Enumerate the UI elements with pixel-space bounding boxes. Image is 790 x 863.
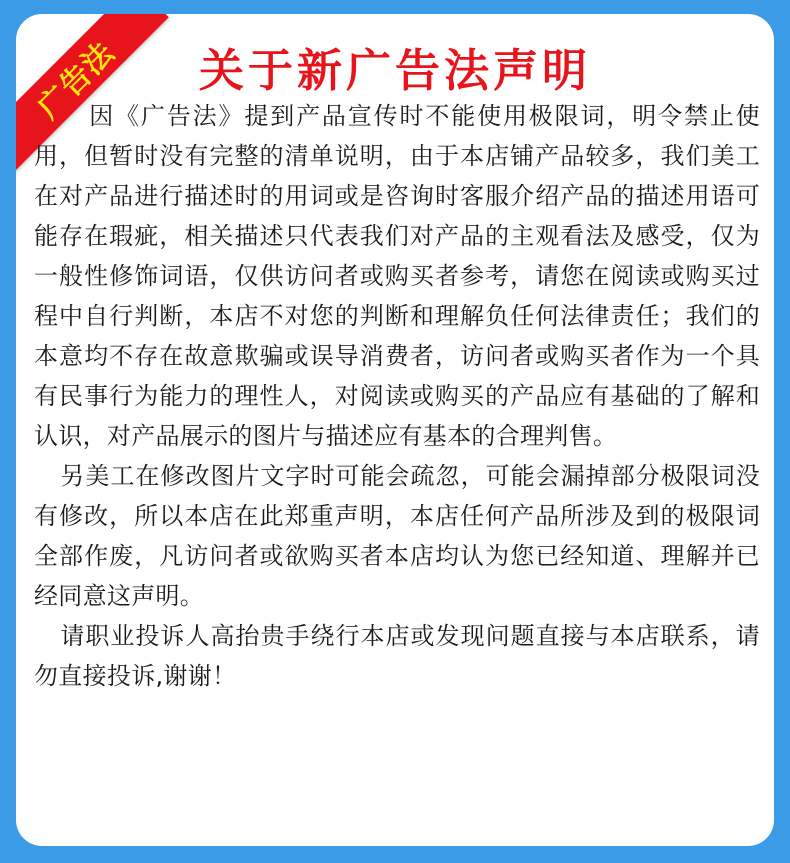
notice-title: 关于新广告法声明	[198, 44, 591, 97]
paragraph-contact-request: 请职业投诉人高抬贵手绕行本店或发现问题直接与本店联系，请勿直接投诉,谢谢！	[34, 622, 760, 690]
notice-body	[34, 96, 760, 696]
ribbon-label: 广告法	[31, 35, 122, 126]
notice-card	[16, 14, 774, 846]
paragraph-invalidation: 另美工在修改图片文字时可能会疏忽，可能会漏掉部分极限词没有修改，所以本店在此郑重声明，本店任何产品所涉及到的极限词全部作废，凡访问者或欲购买者本店均认为您已经知道、理解并已经同意这声明。	[34, 462, 760, 610]
paragraph-disclaimer: 因《广告法》提到产品宣传时不能使用极限词，明令禁止使用，但暂时没有完整的清单说明，由于本店铺产品较多，我们美工在对产品进行描述时的用词或是咨询时客服介绍产品的描述用语可能存在瑕疵，相关描述只代表我们对产品的主观看法及感受，仅为一般性修饰词语，仅供访问者或购买者参考，请您在阅读或购买过程中自行判断，本店不对您的判断和理解负任何法律责任；我们的本意均不存在故意欺骗或误导消费者，访问者或购买者作为一个具有民事行为能力的理性人，对阅读或购买的产品应有基础的了解和认识，对产品展示的图片与描述应有基本的合理判售。	[34, 102, 760, 450]
